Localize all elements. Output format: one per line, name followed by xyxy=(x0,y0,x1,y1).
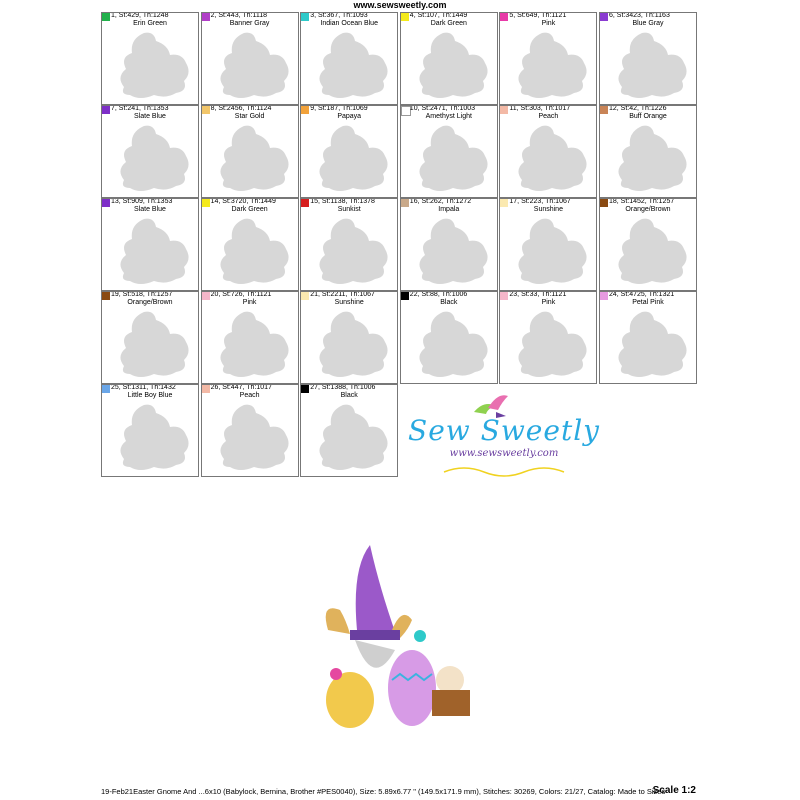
color-stop-stats: 17, St:223, Th:1067 xyxy=(509,198,571,205)
color-stop-stats: 23, St:33, Th:1121 xyxy=(509,291,567,298)
color-stop-cell xyxy=(300,198,398,291)
stitch-preview-thumbnail xyxy=(608,308,690,382)
color-stop-cell xyxy=(499,291,597,384)
color-stop-cell xyxy=(101,198,199,291)
footer-design-info: 19-Feb21Easter Gnome And ...6x10 (Babylock, Bernina, Brother #PES0040), Size: 5.89x6.77 " (149.5x171.9 mm), Stitches: 30269, Colors: 21/27, Catalog: Made to Sizes xyxy=(101,787,666,796)
stitch-preview-thumbnail xyxy=(409,308,491,382)
thread-color-name: Dark Green xyxy=(231,206,268,213)
logo-url-text: www.sewsweetly.com xyxy=(449,448,559,459)
color-stop-cell xyxy=(300,105,398,198)
color-stop-cell xyxy=(101,105,199,198)
stitch-preview-thumbnail xyxy=(608,29,690,103)
color-stop-cell xyxy=(201,291,299,384)
thread-color-name: Black xyxy=(440,299,458,306)
color-stop-stats: 3, St:367, Th:1093 xyxy=(310,12,368,19)
stitch-preview-thumbnail xyxy=(608,215,690,289)
logo-brand-text: Sew Sweetly xyxy=(408,414,600,447)
thread-color-name: Peach xyxy=(239,392,260,399)
stitch-preview-thumbnail xyxy=(309,401,391,475)
stitch-preview-thumbnail xyxy=(409,122,491,196)
design-preview-image xyxy=(300,530,500,730)
color-stop-cell xyxy=(201,198,299,291)
color-stop-stats: 7, St:241, Th:1353 xyxy=(111,105,169,112)
color-stop-cell xyxy=(400,12,498,105)
stitch-preview-thumbnail xyxy=(508,308,590,382)
stitch-preview-thumbnail xyxy=(608,122,690,196)
stitch-preview-thumbnail xyxy=(210,308,292,382)
color-stop-stats: 1, St:429, Th:1248 xyxy=(111,12,169,19)
color-stop-cell xyxy=(101,384,199,477)
thread-color-name: Orange/Brown xyxy=(625,206,671,213)
color-stop-cell xyxy=(300,291,398,384)
color-stop-stats: 20, St:726, Th:1121 xyxy=(210,291,272,298)
color-stop-cell xyxy=(499,12,597,105)
color-stop-stats: 24, St:4725, Th:1321 xyxy=(609,291,675,298)
stitch-preview-thumbnail xyxy=(409,215,491,289)
thread-color-name: Pink xyxy=(541,20,556,27)
stitch-preview-thumbnail xyxy=(210,215,292,289)
thread-color-name: Slate Blue xyxy=(134,206,166,213)
color-stop-stats: 25, St:1311, Th:1432 xyxy=(111,384,176,391)
color-stop-cell xyxy=(201,384,299,477)
color-stop-cell xyxy=(599,291,697,384)
stitch-preview-thumbnail xyxy=(110,122,192,196)
thread-color-name: Blue Gray xyxy=(632,20,664,27)
stitch-preview-thumbnail xyxy=(110,29,192,103)
color-stop-stats: 18, St:1452, Th:1257 xyxy=(609,198,675,205)
stitch-preview-thumbnail xyxy=(508,29,590,103)
color-stop-cell xyxy=(201,105,299,198)
thread-color-name: Impala xyxy=(438,206,460,213)
color-stop-stats: 8, St:2456, Th:1124 xyxy=(210,105,272,112)
stitch-preview-thumbnail xyxy=(508,215,590,289)
thread-color-name: Banner Gray xyxy=(229,20,270,27)
stitch-preview-thumbnail xyxy=(110,401,192,475)
stitch-preview-thumbnail xyxy=(409,29,491,103)
color-stop-cell xyxy=(400,291,498,384)
color-stop-stats: 4, St:107, Th:1449 xyxy=(409,12,468,19)
stitch-preview-thumbnail xyxy=(110,215,192,289)
thread-color-name: Papaya xyxy=(337,113,362,120)
thread-color-name: Peach xyxy=(538,113,559,120)
stitch-preview-thumbnail xyxy=(110,308,192,382)
color-stop-stats: 14, St:3720, Th:1449 xyxy=(210,198,276,205)
thread-color-name: Slate Blue xyxy=(134,113,166,120)
color-stop-cell xyxy=(400,105,498,198)
color-stop-cell xyxy=(101,291,199,384)
thread-color-name: Pink xyxy=(541,299,556,306)
stitch-preview-thumbnail xyxy=(210,401,292,475)
color-stop-cell xyxy=(400,198,498,291)
thread-color-name: Petal Pink xyxy=(632,299,664,306)
thread-color-name: Sunshine xyxy=(533,206,563,213)
color-stop-cell xyxy=(300,12,398,105)
color-stop-cell xyxy=(499,198,597,291)
color-stop-stats: 15, St:1138, Th:1378 xyxy=(310,198,375,205)
color-stop-stats: 10, St:2471, Th:1003 xyxy=(409,105,476,112)
stitch-preview-thumbnail xyxy=(309,215,391,289)
stitch-preview-thumbnail xyxy=(210,122,292,196)
color-stop-cell xyxy=(101,12,199,105)
thread-color-name: Sunshine xyxy=(334,299,364,306)
thread-color-name: Amethyst Light xyxy=(425,113,472,120)
site-url-header: www.sewsweetly.com xyxy=(353,0,447,10)
sew-sweetly-logo xyxy=(404,392,604,478)
color-stop-cell xyxy=(499,105,597,198)
color-chart-grid xyxy=(101,12,699,479)
thread-color-name: Pink xyxy=(242,299,257,306)
thread-color-name: Erin Green xyxy=(133,20,167,27)
thread-color-name: Dark Green xyxy=(430,20,467,27)
color-stop-stats: 6, St:3423, Th:1163 xyxy=(609,12,670,19)
color-stop-cell xyxy=(599,12,697,105)
color-stop-stats: 26, St:447, Th:1017 xyxy=(210,384,272,391)
thread-color-name: Orange/Brown xyxy=(127,299,173,306)
color-stop-cell xyxy=(599,105,697,198)
color-stop-stats: 22, St:88, Th:1006 xyxy=(409,291,468,298)
stitch-preview-thumbnail xyxy=(508,122,590,196)
thread-color-name: Buff Orange xyxy=(629,113,667,120)
thread-color-name: Indian Ocean Blue xyxy=(320,20,378,27)
stitch-preview-thumbnail xyxy=(210,29,292,103)
color-stop-stats: 12, St:42, Th:1226 xyxy=(609,105,667,112)
stitch-preview-thumbnail xyxy=(309,29,391,103)
thread-color-name: Little Boy Blue xyxy=(127,392,173,399)
scale-label: Scale 1:2 xyxy=(652,785,696,796)
color-stop-stats: 13, St:909, Th:1353 xyxy=(111,198,173,205)
color-stop-stats: 2, St:443, Th:1118 xyxy=(210,12,268,19)
color-stop-cell xyxy=(599,198,697,291)
color-stop-stats: 16, St:262, Th:1272 xyxy=(409,198,472,205)
thread-color-name: Sunkist xyxy=(337,206,361,213)
thread-color-name: Black xyxy=(340,392,358,399)
stitch-preview-thumbnail xyxy=(309,308,391,382)
color-stop-stats: 19, St:518, Th:1257 xyxy=(111,291,173,298)
color-stop-stats: 11, St:303, Th:1017 xyxy=(509,105,571,112)
color-stop-stats: 27, St:1388, Th:1006 xyxy=(310,384,376,391)
thread-color-name: Star Gold xyxy=(234,113,265,120)
stitch-preview-thumbnail xyxy=(309,122,391,196)
color-stop-stats: 9, St:187, Th:1069 xyxy=(310,105,368,112)
color-stop-stats: 5, St:649, Th:1121 xyxy=(509,12,567,19)
color-stop-stats: 21, St:2211, Th:1067 xyxy=(310,291,375,298)
color-stop-cell xyxy=(201,12,299,105)
color-stop-cell xyxy=(300,384,398,477)
